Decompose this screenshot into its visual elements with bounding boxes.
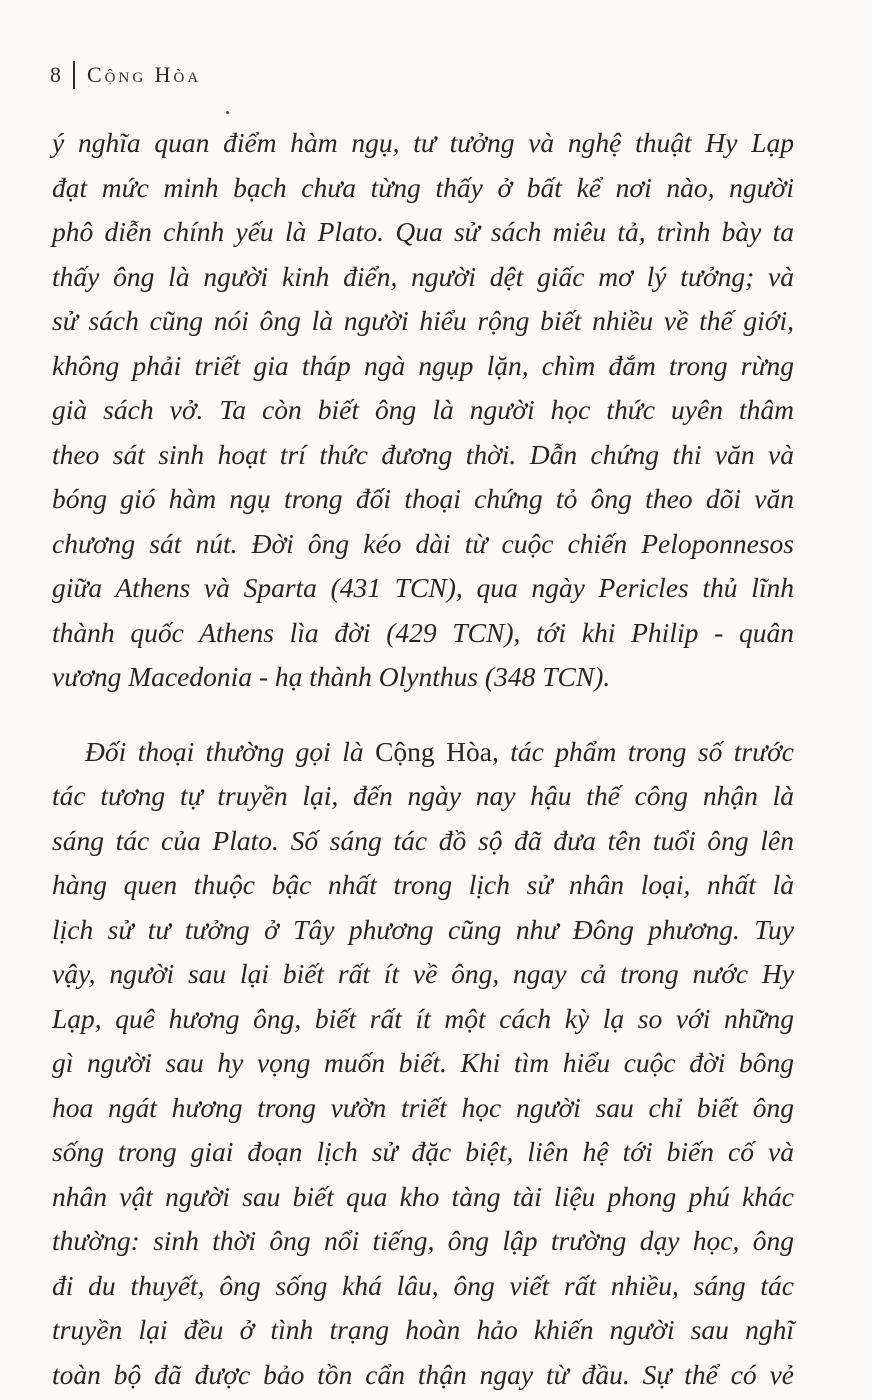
- text-line: sử sách cũng nói ông là người hiểu rộng biết nhiều về thế giới,: [52, 305, 794, 336]
- text-line: Lạp, quê hương ông, biết rất ít một cách kỳ lạ so với những: [52, 1002, 794, 1034]
- text-line: thấy ông là người kinh điển, người dệt giấc mơ lý tưởng; và: [52, 260, 794, 292]
- text-line: bóng gió hàm ngụ trong đối thoại chứng tỏ ông theo dõi văn: [52, 483, 794, 514]
- text-line: sáng tác của Plato. Số sáng tác đồ sộ đã đưa tên tuổi ông lên: [52, 824, 794, 856]
- text-line: nhân vật người sau biết qua kho tàng tài liệu phong phú khác: [52, 1180, 794, 1212]
- text-line: chương sát nút. Đời ông kéo dài từ cuộc chiến Peloponnesos: [52, 527, 794, 559]
- page-number: 8: [50, 62, 63, 87]
- paragraph-1: [52, 121, 794, 700]
- text-line: sống trong giai đoạn lịch sử đặc biệt, liên hệ tới biến cố và: [52, 1136, 794, 1167]
- ink-speck: [226, 111, 229, 114]
- text-line: theo sát sinh hoạt trí thức đương thời. Dẫn chứng thi văn và: [52, 438, 794, 470]
- book-title: Cộng Hòa: [87, 62, 202, 87]
- text-line: đi du thuyết, ông sống khá lâu, ông viết rất nhiều, sáng tác: [52, 1269, 794, 1301]
- body-text: [52, 121, 794, 1397]
- paragraph-2: [52, 730, 794, 1398]
- text-line: gì người sau hy vọng muốn biết. Khi tìm hiểu cuộc đời bông: [52, 1047, 794, 1078]
- text-line: hàng quen thuộc bậc nhất trong lịch sử nhân loại, nhất là: [52, 869, 794, 900]
- text-line: già sách vở. Ta còn biết ông là người học thức uyên thâm: [52, 394, 794, 425]
- book-title-reference: Cộng Hòa: [375, 735, 492, 767]
- text-line: đạt mức minh bạch chưa từng thấy ở bất kể nơi nào, người: [52, 171, 794, 203]
- text-line: thường: sinh thời ông nổi tiếng, ông lập trường dạy học, ông: [52, 1225, 794, 1256]
- text-line: vương Macedonia - hạ thành Olynthus (348 TCN).: [52, 661, 611, 692]
- text-line: truyền lại đều ở tình trạng hoàn hảo khiến người sau nghĩ: [52, 1314, 794, 1345]
- text-line: tác tương tự truyền lại, đến ngày nay hậu thế công nhận là: [52, 780, 794, 811]
- text-line: hoa ngát hương trong vườn triết học người sau chỉ biết ông: [52, 1091, 794, 1123]
- text-line: không phải triết gia tháp ngà ngụp lặn, chìm đắm trong rừng: [52, 349, 794, 381]
- text-line: thành quốc Athens lìa đời (429 TCN), tới khi Philip - quân: [52, 616, 794, 648]
- running-head: [50, 58, 201, 92]
- paragraph-gap: [52, 700, 794, 730]
- text-line: toàn bộ đã được bảo tồn cẩn thận ngay từ đầu. Sự thể có vẻ: [52, 1358, 794, 1390]
- text-line-first: [52, 730, 794, 775]
- text-line: lịch sử tư tưởng ở Tây phương cũng như Đông phương. Tuy: [52, 913, 794, 945]
- text-run: Đối thoại thường gọi là: [85, 735, 376, 767]
- header-divider: [73, 61, 75, 89]
- text-run: , tác phẩm trong số trước: [491, 735, 794, 767]
- text-line: giữa Athens và Sparta (431 TCN), qua ngày Pericles thủ lĩnh: [52, 572, 794, 603]
- text-line: vậy, người sau lại biết rất ít về ông, ngay cả trong nước Hy: [52, 958, 794, 989]
- text-line: ý nghĩa quan điểm hàm ngụ, tư tưởng và nghệ thuật Hy Lạp: [52, 127, 794, 158]
- text-line: phô diễn chính yếu là Plato. Qua sử sách miêu tả, trình bày ta: [52, 216, 794, 247]
